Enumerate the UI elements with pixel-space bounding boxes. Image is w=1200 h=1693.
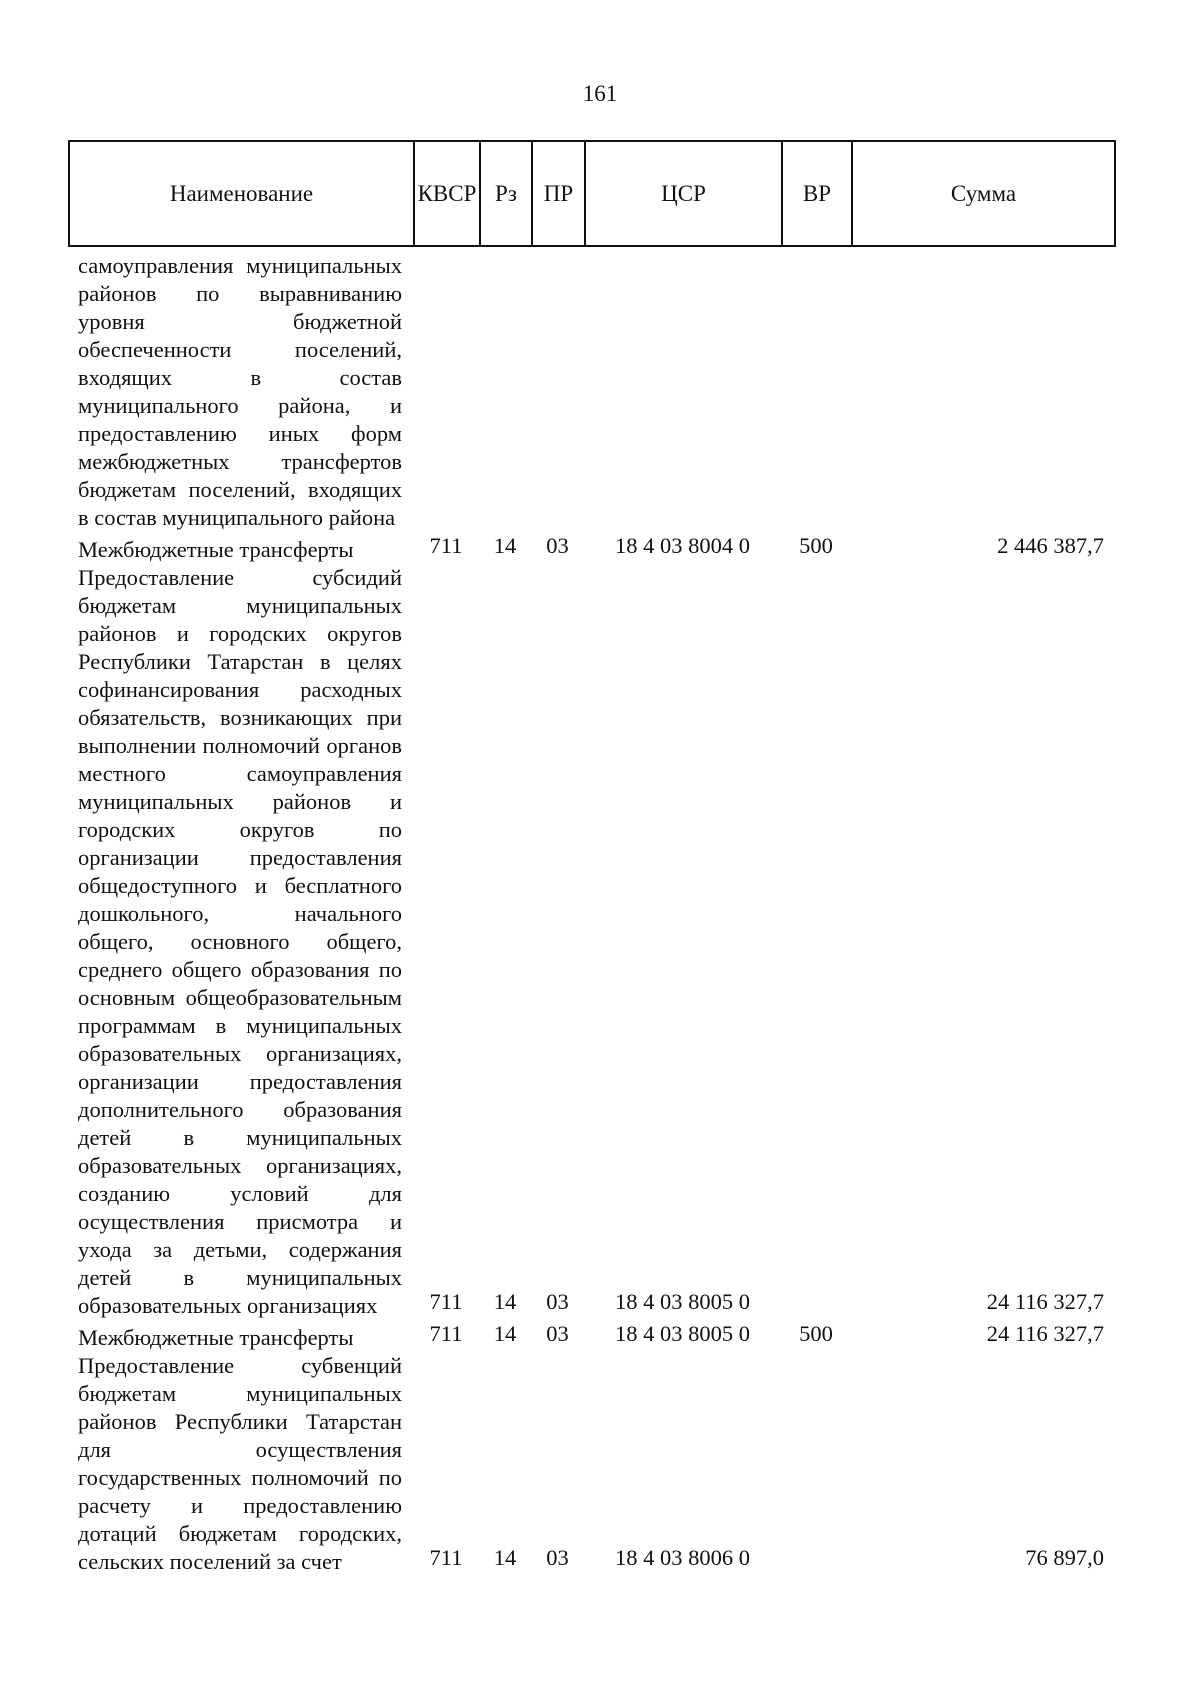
row-name-line: дополнительного образования: [78, 1097, 402, 1122]
row-name-line: осуществления присмотра и: [78, 1209, 402, 1234]
row-sum: 2 446 387,7: [997, 533, 1104, 558]
row-name-line: Межбюджетные трансферты: [78, 537, 354, 562]
column-header-csr: ЦСР: [585, 141, 782, 246]
row-name-line: детей в муниципальных: [78, 1265, 402, 1290]
row-name-line: обязательств, возникающих при: [78, 705, 402, 730]
table-row: [68, 252, 1114, 532]
row-name: [68, 564, 413, 1320]
row-rz: 14: [493, 1545, 517, 1570]
row-name-line: организации предоставления: [78, 1069, 402, 1094]
row-vr: 500: [799, 533, 833, 558]
row-name-line: образовательных организациях,: [78, 1041, 402, 1066]
row-vr: 500: [799, 1321, 833, 1346]
column-header-vr: ВР: [782, 141, 852, 246]
table-row: [68, 1320, 1114, 1352]
row-name: [68, 1320, 413, 1352]
row-pr: [531, 252, 584, 532]
row-name-line: районов и городских округов: [78, 621, 402, 646]
row-name-line: самоуправления муниципальных: [78, 253, 402, 278]
row-name-line: среднего общего образования по: [78, 957, 402, 982]
table-header: [68, 140, 1116, 247]
row-name-line: районов по выравниванию: [78, 281, 402, 306]
row-name-line: муниципального района, и: [78, 393, 402, 418]
row-name-line: муниципальных районов и: [78, 789, 402, 814]
row-name-line: сельских поселений за счет: [78, 1549, 342, 1574]
row-name-line: бюджетам поселений, входящих: [78, 477, 402, 502]
row-name-line: организации предоставления: [78, 845, 402, 870]
row-name-line: городских округов по: [78, 817, 402, 842]
row-pr: 03: [546, 1545, 569, 1570]
row-kvsr: [413, 252, 479, 532]
row-name-line: Межбюджетные трансферты: [78, 1325, 354, 1350]
row-kvsr: 711: [429, 1321, 463, 1346]
row-sum: 24 116 327,7: [986, 1321, 1104, 1346]
row-name-line: межбюджетных трансфертов: [78, 449, 402, 474]
row-rz: 14: [493, 1321, 517, 1346]
column-header-rz: Рз: [480, 141, 532, 246]
column-header-kvsr: КВСР: [414, 141, 480, 246]
row-vr: [781, 252, 851, 532]
row-name: [68, 1352, 413, 1576]
row-name-line: для осуществления: [78, 1437, 402, 1462]
row-name-line: районов Республики Татарстан: [78, 1409, 402, 1434]
row-pr: 03: [546, 533, 569, 558]
row-csr: 18 4 03 8006 0: [615, 1545, 750, 1570]
row-name-line: расчету и предоставлению: [78, 1493, 402, 1518]
row-rz: 14: [493, 1289, 517, 1314]
row-kvsr: 711: [429, 1545, 463, 1570]
column-header-sum: Сумма: [852, 141, 1115, 246]
row-name-line: Предоставление субсидий: [78, 565, 402, 590]
row-name-line: предоставлению иных форм: [78, 421, 402, 446]
row-csr: 18 4 03 8005 0: [615, 1321, 750, 1346]
row-name-line: основным общеобразовательным: [78, 985, 402, 1010]
row-name-line: ухода за детьми, содержания: [78, 1237, 402, 1262]
row-name-line: Республики Татарстан в целях: [78, 649, 402, 674]
row-name-line: входящих в состав: [78, 365, 402, 390]
row-name-line: софинансирования расходных: [78, 677, 402, 702]
row-name: [68, 532, 413, 564]
row-name: [68, 252, 413, 532]
row-name-line: общего, основного общего,: [78, 929, 402, 954]
row-rz: 14: [493, 533, 517, 558]
row-name-line: в состав муниципального района: [78, 505, 396, 530]
row-name-line: дотаций бюджетам городских,: [78, 1521, 402, 1546]
row-sum: [851, 252, 1114, 532]
row-csr: 18 4 03 8005 0: [615, 1289, 750, 1314]
budget-table: [68, 252, 1114, 1576]
row-name-line: программам в муниципальных: [78, 1013, 402, 1038]
row-vr: [781, 1352, 851, 1576]
row-kvsr: 711: [429, 1289, 463, 1314]
row-name-line: обеспеченности поселений,: [78, 337, 402, 362]
row-name-line: государственных полномочий по: [78, 1465, 402, 1490]
row-name-line: детей в муниципальных: [78, 1125, 402, 1150]
row-sum: 24 116 327,7: [986, 1289, 1104, 1314]
row-name-line: общедоступного и бесплатного: [78, 873, 402, 898]
row-name-line: созданию условий для: [78, 1181, 402, 1206]
row-csr: [584, 252, 781, 532]
row-csr: 18 4 03 8004 0: [615, 533, 750, 558]
table-row: [68, 1352, 1114, 1576]
row-name-line: выполнении полномочий органов: [78, 733, 402, 758]
table-row: [68, 564, 1114, 1320]
row-name-line: Предоставление субвенций: [78, 1353, 402, 1378]
page-number: 161: [582, 81, 618, 106]
row-pr: 03: [546, 1289, 569, 1314]
column-header-name: Наименование: [69, 141, 414, 246]
row-name-line: уровня бюджетной: [78, 309, 402, 334]
row-name-line: бюджетам муниципальных: [78, 1381, 402, 1406]
row-kvsr: 711: [429, 533, 463, 558]
row-name-line: дошкольного, начального: [78, 901, 402, 926]
row-name-line: образовательных организациях: [78, 1293, 378, 1318]
row-vr: [781, 564, 851, 1320]
row-rz: [479, 252, 531, 532]
column-header-pr: ПР: [532, 141, 585, 246]
row-sum: 76 897,0: [1025, 1545, 1104, 1570]
row-name-line: бюджетам муниципальных: [78, 593, 402, 618]
row-name-line: образовательных организациях,: [78, 1153, 402, 1178]
row-name-line: местного самоуправления: [78, 761, 402, 786]
row-pr: 03: [546, 1321, 569, 1346]
table-row: [68, 532, 1114, 564]
